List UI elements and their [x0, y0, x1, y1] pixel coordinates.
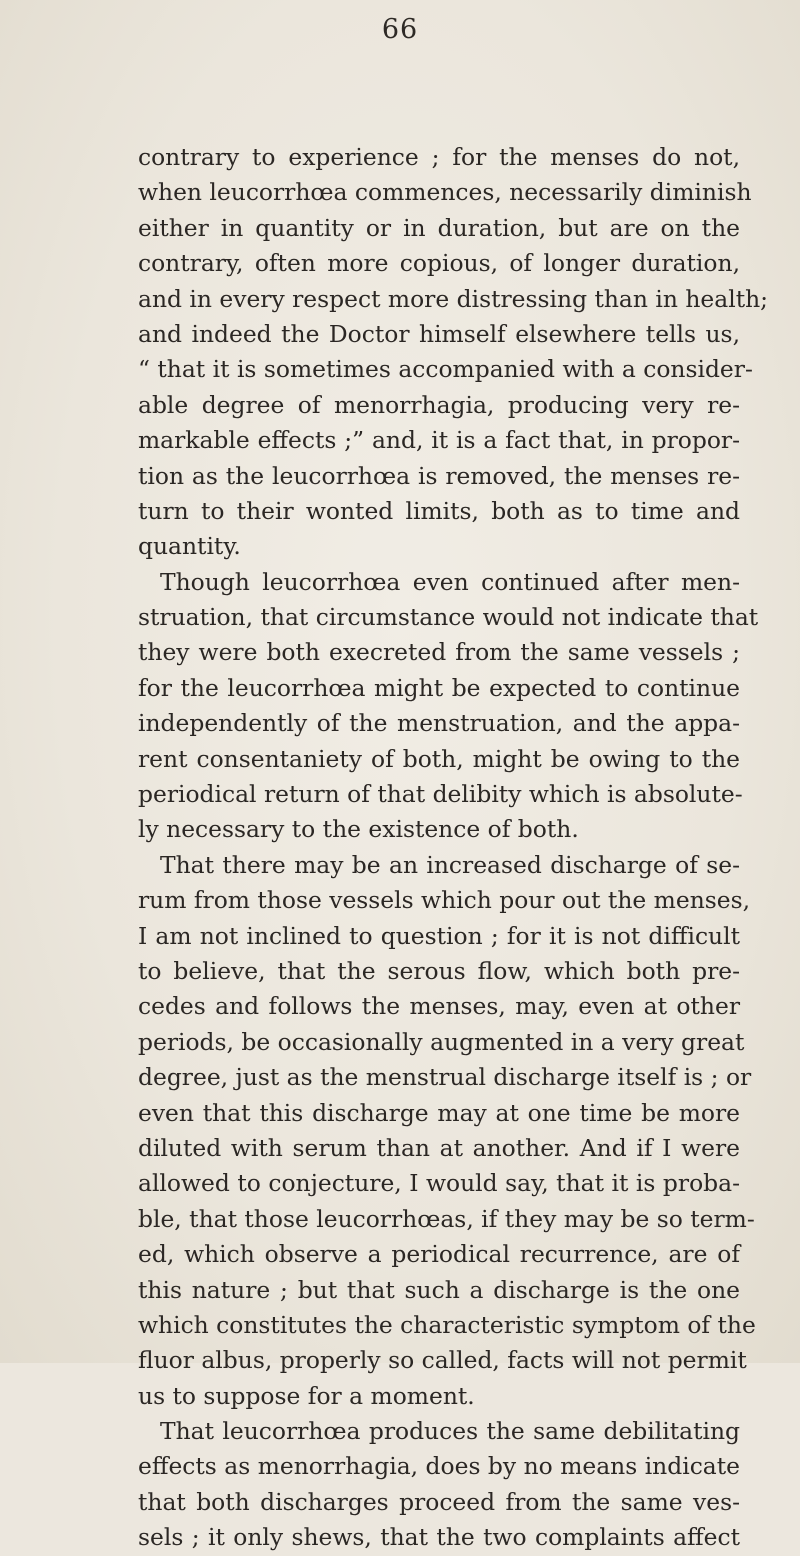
text-line: ble, that those leucorrhœas, if they may be so term-	[138, 1204, 755, 1233]
text-line: cedes and follows the menses, may, even at other	[138, 992, 740, 1021]
body-text	[138, 140, 769, 1556]
text-line: ed, which observe a periodical recurrence, are of	[138, 1240, 740, 1269]
text-line: to believe, that the serous flow, which both pre-	[138, 956, 740, 985]
text-line: Though leucorrhœa even continued after men-	[160, 567, 740, 596]
text-line: periodical return of that delibity which is absolute-	[138, 780, 743, 809]
text-line: fluor albus, properly so called, facts will not permit	[138, 1346, 747, 1375]
text-line: turn to their wonted limits, both as to time and	[138, 496, 740, 525]
text-line: for the leucorrhœa might be expected to continue	[138, 673, 740, 702]
text-line: “ that it is sometimes accompanied with a consider-	[138, 355, 753, 384]
text-line: even that this discharge may at one time be more	[138, 1098, 740, 1127]
text-line: ly necessary to the existence of both.	[138, 815, 579, 844]
text-line: tion as the leucorrhœa is removed, the menses re-	[138, 461, 740, 490]
text-line: this nature ; but that such a discharge is the one	[138, 1275, 740, 1304]
text-line: rent consentaniety of both, might be owing to the	[138, 744, 740, 773]
text-line: us to suppose for a moment.	[138, 1381, 475, 1410]
text-line: I am not inclined to question ; for it is not difficult	[138, 921, 740, 950]
text-line: periods, be occasionally augmented in a very great	[138, 1027, 745, 1056]
text-line: degree, just as the menstrual discharge itself is ; or	[138, 1063, 752, 1092]
text-line: which constitutes the characteristic symptom of the	[138, 1310, 756, 1339]
text-line: That leucorrhœa produces the same debilitating	[160, 1417, 740, 1446]
text-line: and indeed the Doctor himself elsewhere tells us,	[138, 319, 740, 348]
text-line: effects as menorrhagia, does by no means indicate	[138, 1452, 740, 1481]
text-line: contrary to experience ; for the menses do not,	[138, 143, 740, 171]
text-line: markable effects ;” and, it is a fact that, in propor-	[138, 426, 740, 455]
text-line: either in quantity or in duration, but are on the	[138, 213, 740, 242]
text-line: they were both execreted from the same vessels ;	[138, 638, 740, 667]
text-line: struation, that circumstance would not indicate that	[138, 603, 759, 632]
text-line: allowed to conjecture, I would say, that it is proba-	[138, 1169, 740, 1198]
text-line: quantity.	[138, 532, 241, 561]
text-line: able degree of menorrhagia, producing very re-	[138, 390, 740, 419]
text-line: diluted with serum than at another. And if I were	[138, 1133, 740, 1162]
text-line: and in every respect more distressing than in health;	[138, 284, 769, 313]
text-line: that both discharges proceed from the same ves-	[138, 1487, 740, 1516]
text-line: when leucorrhœa commences, necessarily diminish	[138, 178, 752, 207]
text-line: independently of the menstruation, and the appa-	[138, 709, 740, 738]
text-line: rum from those vessels which pour out the menses,	[138, 886, 751, 915]
text-line: contrary, often more copious, of longer duration,	[138, 249, 740, 278]
text-line: sels ; it only shews, that the two complaints affect	[138, 1523, 740, 1552]
page-number: 66	[381, 14, 419, 45]
text-line: That there may be an increased discharge of se-	[160, 850, 740, 879]
